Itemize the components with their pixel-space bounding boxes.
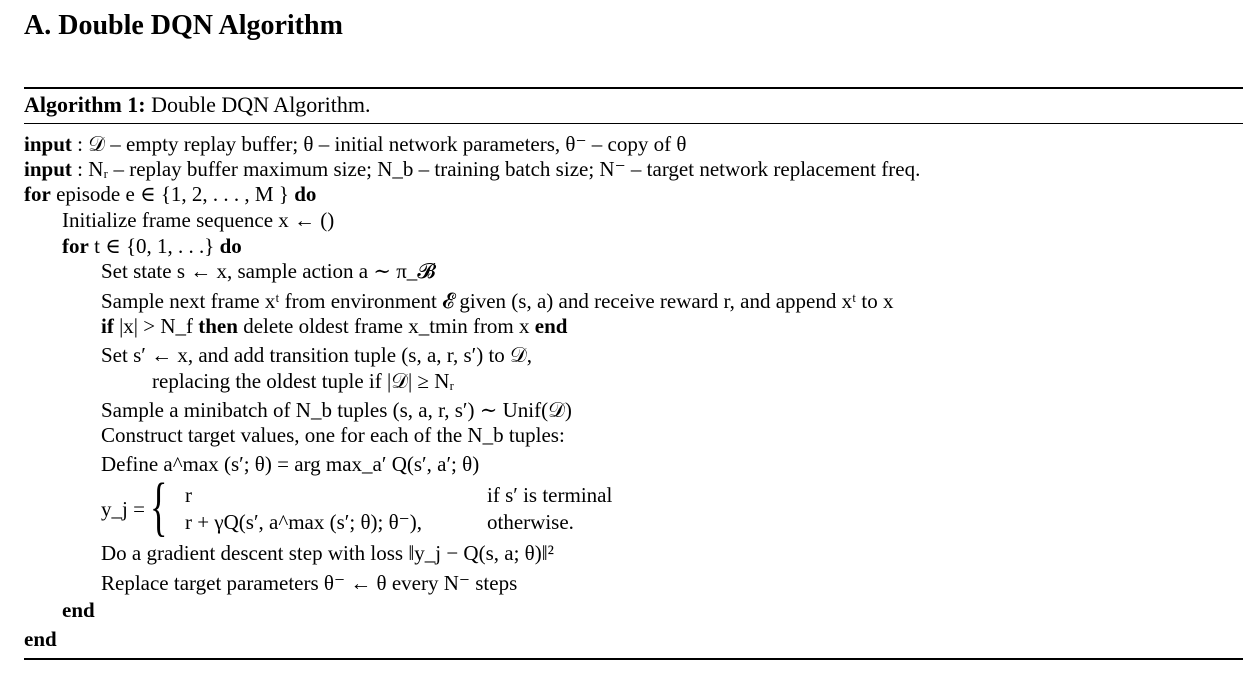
keyword-do: do	[219, 234, 242, 258]
algorithm-name: Double DQN Algorithm.	[151, 92, 371, 117]
line-text: episode e ∈ {1, 2, . . . , M }	[50, 182, 295, 206]
top-rule	[24, 87, 1243, 89]
algorithm-line-replace-target: Replace target parameters θ⁻ ← θ every N⁻ steps	[101, 571, 518, 595]
keyword-if: if	[101, 314, 114, 338]
algorithm-line-set-state: Set state s ← x, sample action a ∼ π_𝓑	[101, 259, 436, 283]
algorithm-line-input-1	[24, 131, 686, 157]
algorithm-line-construct-targets: Construct target values, one for each of the N_b tuples:	[101, 423, 565, 447]
target-case-2-value: r + γQ(s′, a^max (s′; θ); θ⁻),	[185, 510, 422, 534]
algorithm-line-sample-minibatch: Sample a minibatch of N_b tuples (s, a, r, s′) ∼ Unif(𝒟)	[101, 398, 572, 422]
line-text: delete oldest frame x_tmin from x	[237, 314, 535, 338]
algorithm-label: Algorithm 1:	[24, 92, 146, 117]
algorithm-line-input-2	[24, 156, 920, 182]
keyword-then: then	[198, 314, 238, 338]
algorithm-line-for-episode	[24, 181, 316, 207]
target-case-1-condition: if s′ is terminal	[487, 483, 613, 507]
caption-rule	[24, 123, 1243, 124]
algorithm-line-sample-frame: Sample next frame xᵗ from environment 𝓔 given (s, a) and receive reward r, and append xᵗ to x	[101, 289, 894, 313]
target-lhs: y_j =	[101, 497, 145, 521]
keyword-for: for	[24, 182, 51, 206]
section-title: A. Double DQN Algorithm	[24, 10, 343, 41]
left-brace: {	[150, 470, 168, 543]
keyword-do: do	[294, 182, 317, 206]
keyword-end-inner: end	[62, 598, 95, 622]
line-text: t ∈ {0, 1, . . .}	[88, 234, 220, 258]
algorithm-line-for-t	[62, 233, 242, 259]
keyword-end-outer: end	[24, 627, 57, 651]
keyword-input: input	[24, 132, 72, 156]
algorithm-line-add-transition: Set s′ ← x, and add transition tuple (s, a, r, s′) to 𝒟,	[101, 343, 533, 367]
algorithm-line-gradient-step: Do a gradient descent step with loss ‖y_j − Q(s, a; θ)‖²	[101, 541, 554, 565]
keyword-end: end	[534, 314, 568, 338]
bottom-rule	[24, 658, 1243, 660]
algorithm-line-initialize: Initialize frame sequence x ← ()	[62, 208, 335, 232]
line-text: : 𝒟 – empty replay buffer; θ – initial network parameters, θ⁻ – copy of θ	[71, 132, 687, 156]
algorithm-line-define-amax: Define a^max (s′; θ) = arg max_a′ Q(s′, a′; θ)	[101, 452, 480, 476]
keyword-for: for	[62, 234, 89, 258]
algorithm-caption	[24, 92, 370, 118]
line-text: : Nᵣ – replay buffer maximum size; N_b – training batch size; N⁻ – target network replacement freq.	[71, 157, 921, 181]
target-case-2-condition: otherwise.	[487, 510, 574, 534]
target-case-1-value: r	[185, 483, 192, 507]
line-text: |x| > N_f	[113, 314, 199, 338]
algorithm-line-replace-oldest: replacing the oldest tuple if |𝒟| ≥ Nᵣ	[152, 369, 455, 393]
keyword-input: input	[24, 157, 72, 181]
algorithm-line-if-delete	[101, 313, 567, 339]
